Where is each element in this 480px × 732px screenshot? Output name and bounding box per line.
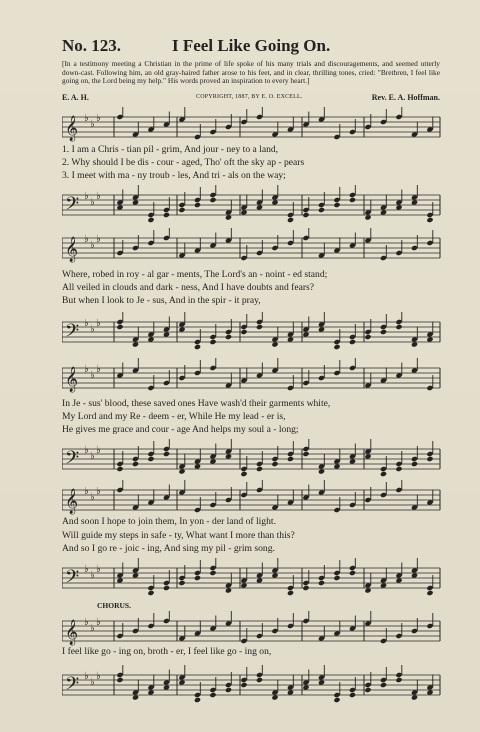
lyricist-initials: E. A. H. bbox=[62, 93, 89, 102]
note-head bbox=[163, 585, 170, 591]
note-head bbox=[116, 466, 123, 472]
note-head bbox=[380, 471, 387, 477]
clef-symbol: 𝄞 bbox=[65, 620, 79, 645]
note-head bbox=[194, 575, 201, 581]
verse-2-line-1: 2. Why should I be dis - cour - aged, Tho' oft the sky ap - pears bbox=[62, 157, 305, 168]
flat-sign: ♭ bbox=[90, 197, 95, 208]
flat-sign: ♭ bbox=[96, 364, 101, 375]
flat-sign: ♭ bbox=[84, 318, 89, 329]
note-head bbox=[333, 697, 340, 703]
flat-sign: ♭ bbox=[84, 113, 89, 124]
note-head bbox=[240, 329, 247, 335]
verse-3-line-2: But when I look to Je - sus, And in the spir - it pray, bbox=[62, 295, 261, 306]
note-head bbox=[380, 682, 387, 688]
verse-2-line-4: Will guide my steps in safe - ty, What want I more than this? bbox=[62, 530, 295, 541]
note-head bbox=[256, 466, 263, 472]
clef-symbol: 𝄞 bbox=[65, 237, 79, 262]
note-head bbox=[426, 217, 433, 223]
flat-sign: ♭ bbox=[90, 570, 95, 581]
flat-sign: ♭ bbox=[90, 324, 95, 335]
flat-sign: ♭ bbox=[90, 119, 95, 130]
note-head bbox=[395, 677, 402, 683]
flat-sign: ♭ bbox=[84, 191, 89, 202]
note-head bbox=[209, 197, 216, 203]
hymn-number: No. 123. bbox=[62, 36, 122, 55]
note-head bbox=[395, 324, 402, 330]
copyright-notice: COPYRIGHT, 1887, BY E. O. EXCELL. bbox=[196, 94, 303, 100]
flat-sign: ♭ bbox=[84, 364, 89, 375]
note-head bbox=[364, 687, 371, 693]
note-head bbox=[132, 461, 139, 467]
hymn-credits bbox=[62, 93, 440, 105]
chorus-label: CHORUS. bbox=[97, 601, 131, 610]
clef-symbol: 𝄞 bbox=[65, 489, 79, 514]
bass-staff-system-3 bbox=[62, 439, 442, 483]
note-head bbox=[395, 466, 402, 472]
note-head bbox=[364, 334, 371, 340]
note-head bbox=[256, 324, 263, 330]
note-head bbox=[318, 207, 325, 213]
note-head bbox=[287, 217, 294, 223]
note-head bbox=[209, 570, 216, 576]
hymn-header bbox=[62, 36, 442, 60]
note-head bbox=[256, 677, 263, 683]
note-head bbox=[194, 202, 201, 208]
verse-1-line-2: Where, robed in roy - al gar - ments, The Lord's an - noint - ed stand; bbox=[62, 269, 328, 280]
verse-1-line-3: In Je - sus' blood, these saved ones Have wash'd their garments white, bbox=[62, 398, 331, 409]
verse-1-line-4: And soon I hope to join them, In yon - der land of light. bbox=[62, 516, 276, 527]
flat-sign: ♭ bbox=[96, 234, 101, 245]
flat-sign: ♭ bbox=[96, 564, 101, 575]
note-head bbox=[426, 590, 433, 596]
note-head bbox=[287, 590, 294, 596]
verse-2-line-3: My Lord and my Re - deem - er, While He my lead - er is, bbox=[62, 411, 286, 422]
verse-3-line-3: He gives me grace and cour - age And helps my soul a - long; bbox=[62, 424, 299, 435]
clef-symbol: 𝄢 bbox=[65, 448, 80, 473]
flat-sign: ♭ bbox=[90, 623, 95, 634]
flat-sign: ♭ bbox=[96, 486, 101, 497]
composer-name: Rev. E. A. Hoffman. bbox=[371, 93, 440, 102]
verse-3-line-4: And so I go re - joic - ing, And sing my pil - grim song. bbox=[62, 543, 275, 554]
note-head bbox=[194, 697, 201, 703]
flat-sign: ♭ bbox=[84, 617, 89, 628]
note-head bbox=[333, 575, 340, 581]
note-head bbox=[163, 451, 170, 457]
note-head bbox=[333, 344, 340, 350]
hymn-title: I Feel Like Going On. bbox=[172, 36, 331, 55]
clef-symbol: 𝄞 bbox=[65, 367, 79, 392]
note-head bbox=[178, 207, 185, 213]
note-head bbox=[411, 461, 418, 467]
note-head bbox=[194, 344, 201, 350]
note-head bbox=[349, 339, 356, 345]
note-head bbox=[349, 570, 356, 576]
note-head bbox=[302, 451, 309, 457]
note-head bbox=[349, 692, 356, 698]
note-head bbox=[116, 677, 123, 683]
flat-sign: ♭ bbox=[96, 113, 101, 124]
bass-staff-system-1 bbox=[62, 185, 442, 229]
note-head bbox=[225, 687, 232, 693]
clef-symbol: 𝄢 bbox=[65, 674, 80, 699]
note-head bbox=[147, 590, 154, 596]
clef-symbol: 𝄢 bbox=[65, 567, 80, 592]
note-head bbox=[147, 217, 154, 223]
note-head bbox=[287, 456, 294, 462]
bass-staff-chorus bbox=[62, 665, 442, 709]
flat-sign: ♭ bbox=[96, 445, 101, 456]
note-head bbox=[271, 461, 278, 467]
clef-symbol: 𝄢 bbox=[65, 321, 80, 346]
flat-sign: ♭ bbox=[90, 370, 95, 381]
bass-staff-system-4 bbox=[62, 558, 442, 602]
flat-sign: ♭ bbox=[96, 617, 101, 628]
verse-1-line-1: 1. I am a Chris - tian pil - grim, And jour - ney to a land, bbox=[62, 144, 279, 155]
bass-staff-system-2 bbox=[62, 312, 442, 356]
chorus-line-1: I feel like go - ing on, broth - er, I feel like go - ing on, bbox=[62, 646, 272, 657]
flat-sign: ♭ bbox=[90, 677, 95, 688]
verse-2-line-2: All veiled in clouds and dark - ness, And I have doubts and fears? bbox=[62, 282, 315, 293]
note-head bbox=[426, 456, 433, 462]
flat-sign: ♭ bbox=[96, 671, 101, 682]
note-head bbox=[349, 197, 356, 203]
treble-staff-system-2 bbox=[62, 228, 442, 272]
note-head bbox=[209, 692, 216, 698]
flat-sign: ♭ bbox=[90, 240, 95, 251]
clef-symbol: 𝄞 bbox=[65, 116, 79, 141]
treble-staff-system-3 bbox=[62, 358, 442, 402]
flat-sign: ♭ bbox=[84, 486, 89, 497]
note-head bbox=[240, 682, 247, 688]
clef-symbol: 𝄢 bbox=[65, 194, 80, 219]
note-head bbox=[163, 212, 170, 218]
note-head bbox=[147, 456, 154, 462]
note-head bbox=[333, 202, 340, 208]
flat-sign: ♭ bbox=[96, 191, 101, 202]
flat-sign: ♭ bbox=[84, 234, 89, 245]
flat-sign: ♭ bbox=[84, 445, 89, 456]
flat-sign: ♭ bbox=[90, 451, 95, 462]
flat-sign: ♭ bbox=[84, 564, 89, 575]
note-head bbox=[225, 334, 232, 340]
note-head bbox=[318, 580, 325, 586]
note-head bbox=[178, 580, 185, 586]
hymn-introduction: [In a testimony meeting a Christian in the prime of life spoke of his many trials and discouragements, and seemed utterly down-cast. Following him, an old gray-haired father arose to his feet, and in clear, thrilling tones, cried: "Brethren, I feel like going on, the Lord being my help." His words proved an inspiration to every heart.] bbox=[62, 59, 440, 86]
note-head bbox=[116, 324, 123, 330]
flat-sign: ♭ bbox=[90, 492, 95, 503]
verse-3-line-1: 3. I meet with ma - ny troub - les, And tri - als on the way; bbox=[62, 170, 286, 181]
note-head bbox=[302, 212, 309, 218]
flat-sign: ♭ bbox=[84, 671, 89, 682]
note-head bbox=[209, 339, 216, 345]
note-head bbox=[302, 585, 309, 591]
note-head bbox=[240, 471, 247, 477]
note-head bbox=[380, 329, 387, 335]
flat-sign: ♭ bbox=[96, 318, 101, 329]
